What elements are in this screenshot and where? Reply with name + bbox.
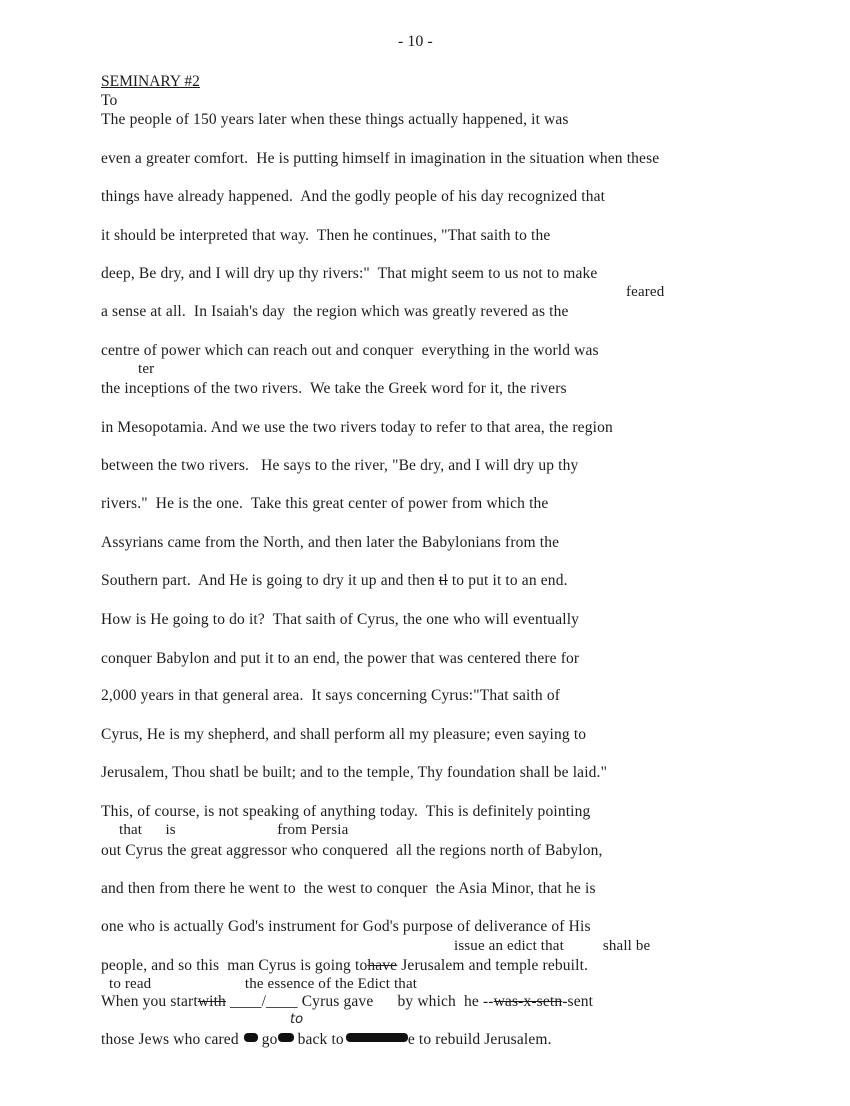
insertion-5: to read the essence of the Edict that [109,976,418,992]
text-line-22 [101,880,596,898]
text-line-20 [101,803,590,821]
line-text: When you start [101,993,198,1010]
text-line-25 [101,993,593,1011]
ink-blot [278,1033,294,1042]
ink-blot [346,1033,408,1042]
line-text: the inceptions of the two rivers. We take the Greek word for it, the rivers [101,380,567,397]
insertion-3: that is from Persia [119,822,349,838]
struck-text: was-x-setn [493,993,563,1010]
line-text: those Jews who cared [101,1031,239,1048]
text-line-10 [101,419,613,437]
struck-text: tl [438,572,448,589]
page-number: - 10 - [398,33,433,50]
line-text: between the two rivers. He says to the river, "Be dry, and I will dry up thy [101,457,579,474]
text-line-12 [101,495,548,513]
text-line-17 [101,687,560,705]
insertion-1: feared [626,284,665,300]
insertion-2: ter [138,361,155,377]
text-run: Jerusalem and temple rebuilt. [397,957,589,974]
text-run: Cyrus gave by which he -- [301,993,494,1010]
line-text: rivers." He is the one. Take this great center of power from which the [101,495,549,512]
text-line-1 [101,92,117,110]
text-line-15 [101,611,579,629]
line-text: Assyrians came from the North, and then later the Babylonians from the [101,534,560,551]
line-text: Cyrus, He is my shepherd, and shall perform all my pleasure; even saying to [101,726,587,743]
text-line-18 [101,726,586,744]
text-line-5 [101,227,550,245]
line-text: out Cyrus the great aggressor who conquered all the regions north of Babylon, [101,842,603,859]
line-text: centre of power which can reach out and conquer everything in the world was [101,342,599,359]
blank-line: ____/____ [225,993,302,1010]
ink-blot [244,1033,258,1042]
line-text: Southern part. And He is going to dry it up and then [101,572,435,589]
text-line-7 [101,303,569,321]
line-text: This, of course, is not speaking of anything today. This is definitely pointing [101,803,591,820]
text-run: go [257,1031,278,1048]
line-text: To [101,92,118,109]
text-line-9 [101,380,567,398]
text-line-13 [101,534,559,552]
text-line-6 [101,265,597,283]
line-text: conquer Babylon and put it to an end, the power that was centered there for [101,650,580,667]
text-line-4 [101,188,605,206]
line-text: a sense at all. In Isaiah's day the region which was greatly revered as the [101,303,569,320]
text-line-24 [101,957,588,975]
line-text: 2,000 years in that general area. It says concerning Cyrus:"That saith of [101,687,561,704]
text-run: to put it to an end. [447,572,568,589]
line-text: The people of 150 years later when these things actually happened, it was [101,111,569,128]
struck-text: with [197,993,226,1010]
text-line-26 [101,1031,552,1049]
line-text: even a greater comfort. He is putting himself in imagination in the situation when these [101,150,660,167]
text-line-21 [101,842,603,860]
line-text: How is He going to do it? That saith of Cyrus, the one who will eventually [101,611,580,628]
section-heading: SEMINARY #2 [101,73,200,90]
text-line-14 [101,572,568,590]
text-line-23 [101,918,591,936]
text-line-16 [101,650,579,668]
text-line-11 [101,457,578,475]
text-line-19 [101,764,607,782]
text-run: e to rebuild Jerusalem. [407,1031,552,1048]
text-line-8 [101,342,599,360]
line-text: it should be interpreted that way. Then he continues, "That saith to the [101,227,551,244]
insertion-4: issue an edict that shall be [454,938,651,954]
line-text: Jerusalem, Thou shatl be built; and to the temple, Thy foundation shall be laid." [101,764,608,781]
line-text: and then from there he went to the west to conquer the Asia Minor, that he is [101,880,596,897]
struck-text: have [367,957,398,974]
line-text: in Mesopotamia. And we use the two rivers today to refer to that area, the region [101,419,613,436]
line-text: one who is actually God's instrument for God's purpose of deliverance of His [101,918,591,935]
text-line-2 [101,111,569,129]
line-text: people, and so this man Cyrus is going to [101,957,368,974]
text-line-3 [101,150,659,168]
text-run: -sent [562,993,594,1010]
line-text: things have already happened. And the godly people of his day recognized that [101,188,606,205]
text-run: back to [293,1031,344,1048]
handwritten-insertion: to [290,1012,304,1027]
line-text: deep, Be dry, and I will dry up thy rivers:" That might seem to us not to make [101,265,598,282]
